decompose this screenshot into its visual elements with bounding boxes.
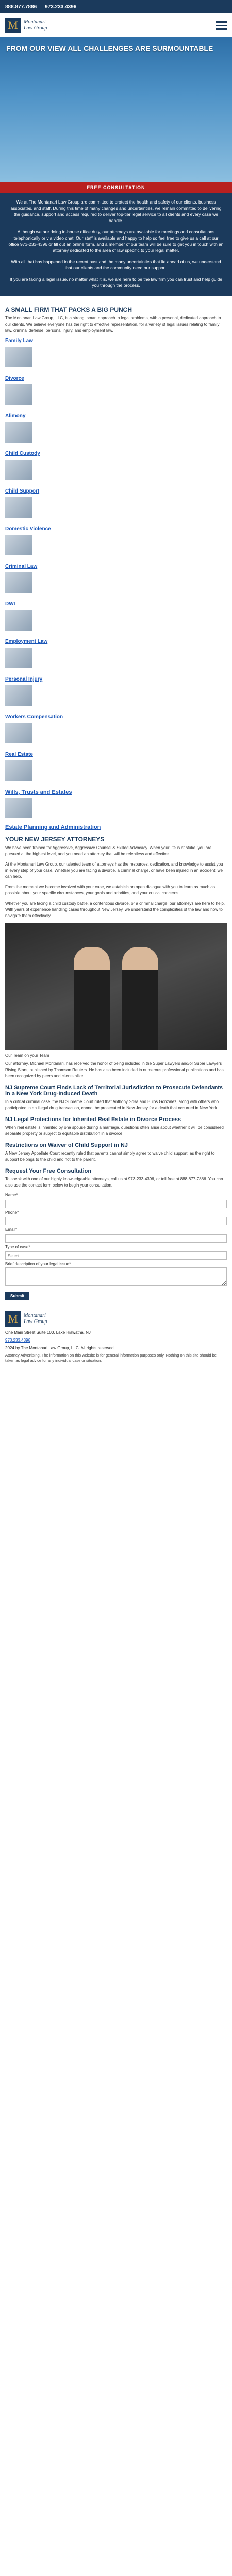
news-text-3: A New Jersey Appellate Court recently ruled that parents cannot simply agree to waive child support, as the right to support belongs to the child and not to the parent. (5, 1151, 215, 1162)
hero-title: FROM OUR VIEW ALL CHALLENGES ARE SURMOUNTABLE (6, 44, 213, 53)
hero-banner (0, 37, 232, 182)
footer-logo-line-1: Montanari (24, 1313, 46, 1318)
practice-area-link[interactable]: Workers Compensation (5, 714, 63, 720)
site-footer (0, 1306, 232, 1370)
practice-area-link[interactable]: Divorce (5, 376, 24, 381)
practice-area-family-law[interactable] (5, 338, 227, 367)
logo-line-1: Montanari (24, 19, 46, 25)
practice-area-image (5, 610, 32, 631)
practice-area-image (5, 798, 32, 818)
site-logo[interactable] (5, 18, 47, 33)
name-field[interactable] (5, 1200, 227, 1208)
team-caption: Our Team on your Team (5, 1053, 49, 1058)
consultation-form (5, 1168, 227, 1300)
footer-logo-line-2: Law Group (24, 1319, 47, 1325)
main-paragraph-1: We have been trained for Aggressive, Aggressive Counsel & Skilled Advocacy. When your life is at stake, you are pursued at the highest level, and you need an attorney that will be relentless and effective. (5, 845, 212, 856)
menu-icon[interactable] (216, 21, 227, 30)
case-type-label: Type of case* (5, 1244, 30, 1249)
practice-area-image (5, 422, 32, 443)
practice-area-dwi[interactable] (5, 601, 227, 631)
main-paragraph-4: Whether you are facing a child custody battle, a contentious divorce, or a criminal charge, our attorneys are here to help. With years of experience handling cases throughout New Jersey, we understand the complexities of the law and how to navigate them effectively. (5, 901, 225, 918)
top-contact-bar (0, 0, 232, 13)
practice-area-link[interactable]: Personal Injury (5, 676, 43, 682)
practice-area-link[interactable]: Real Estate (5, 752, 33, 757)
phone-field[interactable] (5, 1217, 227, 1225)
form-intro: To speak with one of our highly knowledgeable attorneys, call us at 973-233-4396, or toll free at 888-877-7886. You can also use the contact form below to begin your consultation. (5, 1177, 223, 1188)
news-title-1[interactable]: NJ Supreme Court Finds Lack of Territorial Jurisdiction to Prosecute Defendants in a New York Drug-Induced Death (5, 1084, 223, 1097)
intro-paragraph-3: With all that has happened in the recent past and the many uncertainties that lie ahead of us, we understand that our clients and the community need our support. (11, 259, 221, 270)
main-content (0, 296, 232, 1300)
practice-area-link[interactable]: Domestic Violence (5, 526, 51, 532)
main-heading: YOUR NEW JERSEY ATTORNEYS (5, 836, 105, 843)
main-nav (0, 13, 232, 37)
practice-area-employment-law[interactable] (5, 639, 227, 668)
wills-trusts-estates-link[interactable]: Wills, Trusts and Estates (5, 789, 72, 795)
practice-area-domestic-violence[interactable] (5, 526, 227, 555)
name-label: Name* (5, 1193, 18, 1197)
practice-area-real-estate[interactable] (5, 752, 227, 781)
covid-intro-block (0, 193, 232, 296)
practice-area-image (5, 760, 32, 781)
main-paragraph-2: At the Montanari Law Group, our talented team of attorneys has the resources, dedication, and knowledge to assist you in every step of your case. Whether you are facing a divorce, a criminal charge, or have been injured in an accident, we can help. (5, 862, 223, 879)
practice-area-image (5, 572, 32, 593)
practice-area-image (5, 648, 32, 668)
practice-area-link[interactable]: Child Support (5, 488, 40, 494)
practice-area-link[interactable]: Family Law (5, 338, 33, 344)
intro-paragraph-4: If you are facing a legal issue, no matter what it is, we are here to be the law firm you can trust and help guide you through the process. (9, 277, 222, 288)
footer-copyright: 2024 by The Montanari Law Group, LLC. All rights reserved. (5, 1346, 115, 1350)
practice-area-image (5, 685, 32, 706)
practice-area-link[interactable]: Child Custody (5, 451, 40, 456)
about-text: The Montanari Law Group, LLC, is a strong, smart approach to legal problems, with a personal, dedicated approach to our clients. We believe everyone has the right to effective representation, for a variety of legal issues relating to family law, criminal defense, personal injury, and employment law. (5, 316, 221, 333)
practice-area-image (5, 723, 32, 743)
form-heading: Request Your Free Consultation (5, 1168, 92, 1174)
about-heading: A SMALL FIRM THAT PACKS A BIG PUNCH (5, 306, 132, 313)
practice-area-alimony[interactable] (5, 413, 227, 443)
footer-legal: Attorney Advertising. The information on this website is for general information purposes only. Nothing on this site should be taken as legal advice for any individual case or situation. (5, 1353, 217, 1363)
news-title-2[interactable]: NJ Legal Protections for Inherited Real Estate in Divorce Process (5, 1116, 181, 1123)
free-consultation-button[interactable]: FREE CONSULTATION (0, 182, 232, 193)
practice-area-link[interactable]: DWI (5, 601, 15, 607)
practice-area-child-support[interactable] (5, 488, 227, 518)
practice-area-criminal-law[interactable] (5, 564, 227, 593)
practice-area-image (5, 384, 32, 405)
email-label: Email* (5, 1227, 18, 1232)
footer-logo-text (24, 1313, 47, 1325)
logo-text (24, 19, 47, 31)
practice-area-image (5, 535, 32, 555)
news-title-3[interactable]: Restrictions on Waiver of Child Support in NJ (5, 1142, 128, 1148)
main-paragraph-3: From the moment we become involved with your case, we establish an open dialogue with you to learn as much as possible about your specific circumstances, your goals and priorities, and your critical concerns. (5, 885, 215, 895)
practice-area-image (5, 347, 32, 367)
phone-link-toll-free[interactable]: 888.877.7886 (5, 4, 37, 10)
practice-area-personal-injury[interactable] (5, 676, 227, 706)
practice-area-link[interactable]: Criminal Law (5, 564, 38, 569)
practice-area-divorce[interactable] (5, 376, 227, 405)
practice-area-link[interactable]: Alimony (5, 413, 26, 419)
attorney-figure-right (122, 947, 158, 1050)
phone-link-local[interactable]: 973.233.4396 (45, 4, 77, 10)
case-type-select[interactable] (5, 1251, 227, 1260)
email-field[interactable] (5, 1234, 227, 1243)
news-text-1: In a critical criminal case, the NJ Supreme Court ruled that Anthony Sosa and Bulos Gonzalez, along with others who participated in an illegal drug transaction, cannot be prosecuted in New Jersey for a death that occurred in New York. (5, 1099, 219, 1110)
practice-area-link[interactable]: Employment Law (5, 639, 48, 645)
practice-area-workers-compensation[interactable] (5, 714, 227, 743)
intro-paragraph-2: Although we are doing in-house office duty, our attorneys are available for meetings and consultations telephonically or via video chat. Our staff is available and happy to help so feel free to give us a call at our office 973-233-4396 or fill out an online form, and a member of our team will be sure to get you in touch with an attorney dedicated to the area of law specific to your legal matter. (8, 229, 224, 253)
intro-paragraph-1: We at The Montanari Law Group are committed to protect the health and safety of our clients, business associates, and staff. During this time of many changes and uncertainties, we remain committed to delivering the guidance, support and access required to deliver top-tier legal service to all clients and every case we handle. (10, 199, 222, 223)
footer-address: One Main Street Suite 100, Lake Hiawatha, NJ (5, 1330, 91, 1335)
submit-button[interactable]: Submit (5, 1292, 29, 1300)
attorney-figure-left (74, 947, 110, 1050)
estate-planning-link[interactable]: Estate Planning and Administration (5, 824, 101, 831)
message-label: Brief description of your legal issue* (5, 1262, 71, 1266)
footer-logo[interactable] (5, 1311, 227, 1327)
practice-area-child-custody[interactable] (5, 451, 227, 480)
logo-line-2: Law Group (24, 25, 47, 31)
main-paragraph-5: Our attorney, Michael Montanari, has received the honor of being included in the Super Lawyers and/or Super Lawyers Rising Stars, published by Thomson Reuters. He has also been included in numerous professional publications and has been recognized by peers and clients alike. (5, 1061, 224, 1078)
footer-logo-mark: M (5, 1311, 21, 1327)
practice-area-image (5, 460, 32, 480)
logo-mark: M (5, 18, 21, 33)
practice-area-image (5, 497, 32, 518)
practice-areas (5, 338, 227, 781)
phone-label: Phone* (5, 1210, 19, 1215)
team-photo (5, 923, 227, 1050)
footer-phone-link[interactable]: 973.233.4396 (5, 1338, 30, 1343)
message-field[interactable] (5, 1267, 227, 1286)
news-text-2: When real estate is inherited by one spouse during a marriage, questions often arise about whether it will be considered separate property or subject to equitable distribution in a divorce. (5, 1125, 224, 1136)
